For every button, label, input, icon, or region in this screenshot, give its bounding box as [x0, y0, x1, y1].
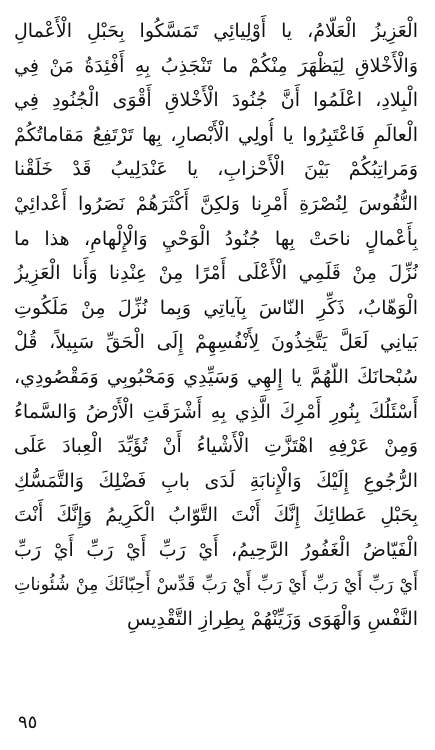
- text-line: الْفَيّاضُ الْغَفُورُ الرَّحِيمُ، أَيْ رَبِّ أَيْ رَبِّ أَيْ رَبِّ: [14, 538, 418, 561]
- text-line: النُّفُوسَ لِنُصْرَةِ أَمْرِنا وَلكِنَّ أَكْثَرَهُمْ نَصَرُوا أَعْدائِيْ: [14, 192, 418, 215]
- text-line: سُبْحانَكَ اللّهُمَّ يا إِلهِي وَسَيِّدِي وَمَحْبُوبِي وَمَقْصُودِي،: [14, 365, 418, 388]
- text-line: الْعَزِيزُ الْعَلّامُ، يا أَوْلِيائِي تَمَسَّكُوا بِحَبْلِ الْأَعْمالِ: [14, 20, 418, 42]
- text-line: النَّفْسِ وَالْهَوَى وَزَيِّنْهُمْ بِطِرازِ التَّقْدِيسِ: [127, 608, 418, 631]
- text-line: بَيانِي لَعَلَّ يَتَّخِذُونَ لِأَنْفُسِهِمْ إِلَى الْحَقِّ سَبِيلاً، قُلْ: [14, 331, 418, 354]
- body-text: [14, 14, 418, 637]
- text-line: الرُّجُوعِ إِلَيْكَ وَالْإِنابَةِ لَدَى بابِ فَضْلِكَ وَالتَّمَسُّكِ: [14, 469, 418, 492]
- page-number: ٩٥: [18, 712, 38, 733]
- text-line: بِحَبْلِ عَطائِكَ إِنَّكَ أَنْتَ التَّوّابُ الْكَرِيمُ وَإِنَّكَ أَنْتَ: [14, 504, 418, 527]
- text-line: أَسْئَلُكَ بِنُورِ أَمْرِكَ الَّذِي بِهِ أَشْرَقَتِ الْأَرْضُ وَالسَّماءُ: [14, 400, 418, 423]
- text-line: وَمَراتِبُكُمْ بَيْنَ الْأَحْزابِ، يا عَنْدَلِيبُ قَدْ خَلَقْنا: [14, 158, 418, 181]
- text-line: بِأَعْمالٍ ناحَتْ بِها جُنُودُ الْوَحْيِ وَالْإِلْهامِ، هذا ما: [14, 227, 418, 250]
- text-line: وَالْأَخْلاقِ لِيَظْهَرَ مِنْكُمْ ما تَنْجَذِبُ بِهِ أَفْئِدَةُ مَنْ فِي: [14, 54, 418, 77]
- text-line: نُزِّلَ مِنْ قَلَمِي الْأَعْلَى أَمْرًا مِنْ عِنْدِنا وَأَنا الْعَزِيزُ: [14, 262, 418, 285]
- text-line: الْبِلادِ، اعْلَمُوا أَنَّ جُنُودَ الْأَخْلاقِ أَقْوَى الْجُنُودِ فِي: [14, 89, 418, 112]
- text-line: وَمِنْ عَرْفِهِ اهْتَزَّتِ الْأَشْياءُ أَنْ تُؤَيِّدَ الْعِبادَ عَلَى: [14, 435, 418, 458]
- text-line: الْوَهّابُ، ذَكِّرِ النّاسَ بِآياتِي وَبِما نُزِّلَ مِنْ مَلَكُوتِ: [14, 296, 418, 319]
- text-line: الْعالَمِ فَاعْتَبِرُوا يا أُولِي الْأَبْصارِ، بِها تَرْتَفِعُ مَقاماتُكُمْ: [14, 123, 418, 146]
- text-line: أَيْ رَبِّ أَيْ رَبِّ أَيْ رَبِّ أَيْ رَبِّ قَدِّسْ أَحِبّائَكَ مِنْ شُئُوناتِ: [14, 574, 418, 595]
